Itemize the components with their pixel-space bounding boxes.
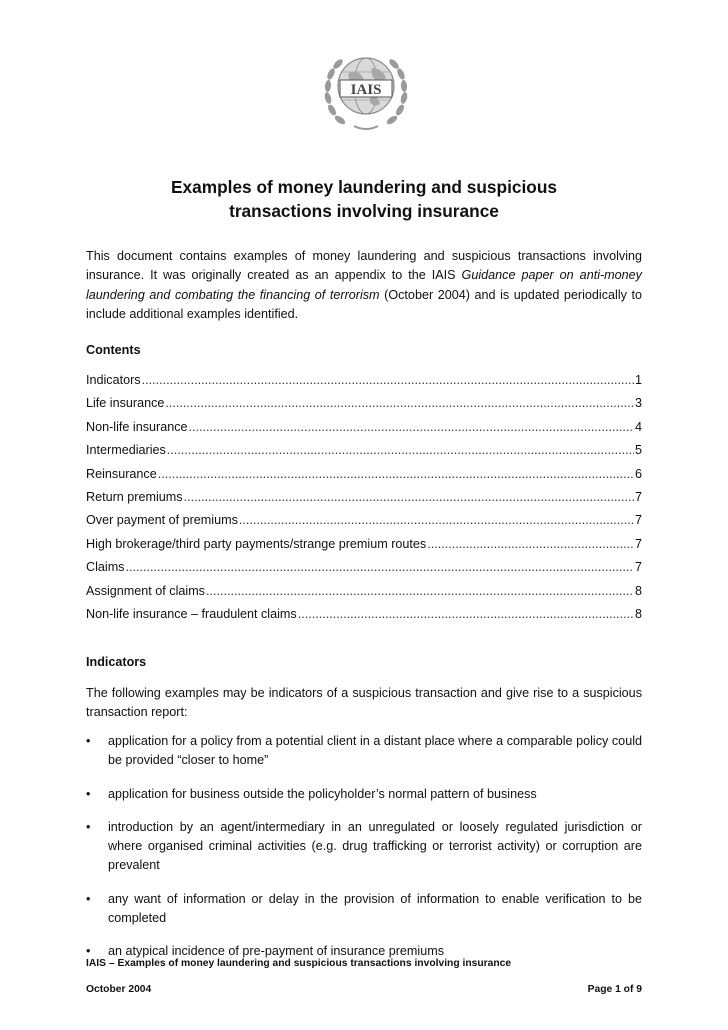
toc-entry-label: Non-life insurance <box>86 419 188 434</box>
toc-dot-leader <box>142 373 634 387</box>
bullet-icon: • <box>86 734 91 748</box>
toc-dot-leader <box>239 513 634 527</box>
indicator-bullet-text: introduction by an agent/intermediary in an unregulated or loosely regulated jurisdiction or where organised criminal activities (e.g. drug trafficking or terrorist activity) or corruption are prevalent <box>108 819 642 873</box>
toc-entry[interactable] <box>86 513 642 536</box>
toc-dot-leader <box>165 396 634 410</box>
toc-entry[interactable] <box>86 537 642 560</box>
toc-entry-page: 8 <box>634 606 642 621</box>
toc-entry-page: 1 <box>634 373 642 387</box>
intro-text-1: This document contains examples of money laundering and suspicious transactions involving insurance. It was originally created as an appendix to the IAIS <box>86 249 642 283</box>
intro-guidance-title: Guidance paper on anti-money laundering and combating the financing of terrorism <box>86 268 642 302</box>
toc-entry-page: 7 <box>634 560 642 575</box>
toc-entry[interactable] <box>86 443 642 466</box>
indicators-lead: The following examples may be indicators of a suspicious transaction and give rise to a suspicious transaction report: <box>86 686 642 720</box>
indicator-bullet-text: application for business outside the policyholder’s normal pattern of business <box>108 786 537 801</box>
toc-entry[interactable] <box>86 396 642 419</box>
toc-entry-page: 5 <box>634 443 642 458</box>
indicator-bullet-item <box>86 890 642 929</box>
toc-entry-page: 4 <box>634 419 642 434</box>
toc-entry[interactable] <box>86 607 642 630</box>
toc-dot-leader <box>298 607 634 621</box>
bullet-icon: • <box>86 891 91 906</box>
indicator-bullet-text: an atypical incidence of pre-payment of insurance premiums <box>108 944 445 959</box>
toc-entry[interactable] <box>86 490 642 513</box>
toc-entry-page: 6 <box>634 466 642 481</box>
indicators-bullet-list <box>86 732 642 976</box>
toc-entry-page: 7 <box>634 536 642 551</box>
toc-entry-label: Intermediaries <box>86 443 166 458</box>
toc-dot-leader <box>206 584 634 598</box>
toc-entry[interactable] <box>86 420 642 443</box>
toc-entry-page: 7 <box>634 489 642 504</box>
toc-entry[interactable] <box>86 584 642 607</box>
toc-entry-label: Over payment of premiums <box>86 513 238 528</box>
footer-title: IAIS – Examples of money laundering and suspicious transactions involving insurance <box>86 958 512 969</box>
toc-entry-label: Claims <box>86 560 125 575</box>
indicator-bullet-item <box>86 732 642 771</box>
toc-entry[interactable] <box>86 467 642 490</box>
toc-entry-label: Indicators <box>86 373 141 387</box>
title-line-2: transactions involving insurance <box>229 201 499 221</box>
toc-entry-label: Reinsurance <box>86 466 157 481</box>
iais-logo <box>318 46 414 134</box>
toc-entry-page: 7 <box>634 513 642 528</box>
toc-entry-page: 3 <box>634 396 642 411</box>
indicator-bullet-text: application for a policy from a potential client in a distant place where a comparable policy could be provided “closer to home” <box>108 734 642 768</box>
toc-entry-page: 8 <box>634 583 642 598</box>
indicator-bullet-item <box>86 785 642 804</box>
title-line-1: Examples of money laundering and suspicious <box>170 177 558 197</box>
toc-entry-label: Non-life insurance – fraudulent claims <box>86 606 297 621</box>
intro-text-2: (October 2004) and is updated periodically to include additional examples identified. <box>86 287 643 321</box>
toc-dot-leader <box>125 560 634 574</box>
bullet-icon: • <box>86 819 91 834</box>
bullet-icon: • <box>86 944 91 959</box>
toc-dot-leader <box>189 420 634 434</box>
toc-entry-label: Assignment of claims <box>86 583 205 598</box>
toc-dot-leader <box>167 443 634 457</box>
bullet-icon: • <box>86 786 91 801</box>
toc-dot-leader <box>158 467 634 481</box>
toc-dot-leader <box>427 537 634 551</box>
toc-entry-label: High brokerage/third party payments/strange premium routes <box>86 536 427 551</box>
indicator-bullet-text: any want of information or delay in the provision of information to enable verification to be completed <box>108 891 642 926</box>
footer-page-number: Page 1 of 9 <box>587 984 642 995</box>
toc-entry[interactable] <box>86 373 642 396</box>
footer-row <box>86 984 642 995</box>
indicators-heading: Indicators <box>86 655 147 669</box>
toc-dot-leader <box>184 490 634 504</box>
toc-entry[interactable] <box>86 560 642 583</box>
logo-text: IAIS <box>350 82 382 98</box>
contents-heading: Contents <box>86 343 141 357</box>
footer-date: October 2004 <box>86 984 152 995</box>
intro-paragraph <box>86 247 642 324</box>
table-of-contents <box>86 373 642 630</box>
toc-entry-label: Return premiums <box>86 489 183 504</box>
indicator-bullet-item <box>86 818 642 876</box>
document-title <box>86 175 642 223</box>
toc-entry-label: Life insurance <box>86 396 165 411</box>
